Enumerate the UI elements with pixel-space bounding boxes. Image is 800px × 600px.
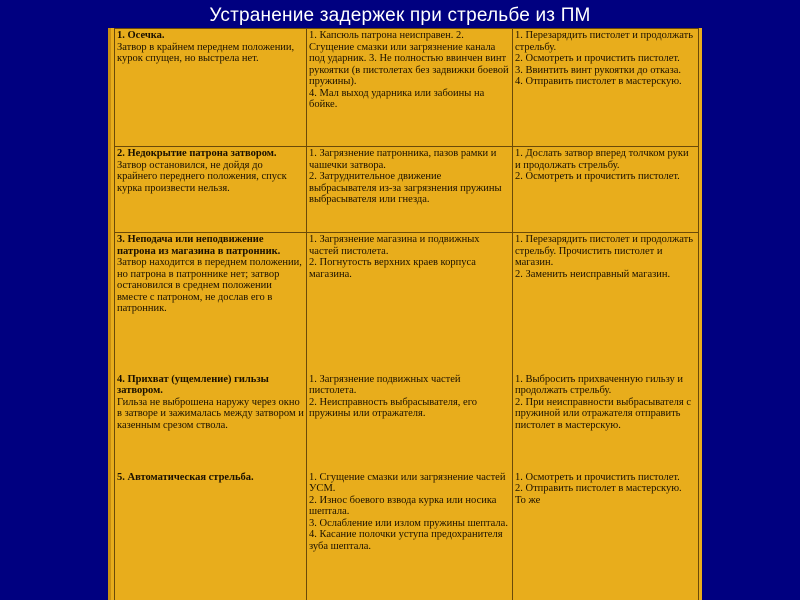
fault-description: Затвор в крайнем переднем положении, курок спущен, но выстрела нет. — [117, 41, 295, 64]
cause-item: 2. Износ боевого взвода курка или носика шептала. — [309, 494, 497, 517]
cause-item: 3. Ослабление или излом пружины шептала. — [309, 517, 508, 529]
cause-cell — [307, 147, 513, 233]
table-row — [115, 373, 699, 471]
cause-item: 4. Касание полочки уступа предохранителя зуба шептала. — [309, 529, 503, 552]
fault-description: Затвор остановился, не дойдя до крайнего переднего положения, спуск курка произвести нельзя. — [117, 159, 287, 194]
remedy-item: 4. Отправить пистолет в мастерскую. — [515, 76, 682, 87]
slide-title: Устранение задержек при стрельбе из ПМ — [209, 5, 591, 26]
cause-cell — [307, 29, 513, 147]
table-row — [115, 147, 699, 233]
fault-cell — [115, 147, 307, 233]
cause-item: 1. Сгущение смазки или загрязнение частей УСМ. — [309, 471, 506, 494]
table-row — [115, 233, 699, 373]
fault-table — [114, 28, 699, 600]
fault-name: 1. Осечка. — [117, 30, 165, 41]
table-row — [115, 471, 699, 600]
fault-cell — [115, 29, 307, 147]
remedy-cell — [513, 233, 699, 373]
remedy-cell — [513, 373, 699, 471]
remedy-item: 1. Дослать затвор вперед толчком руки и продолжать стрельбу. — [515, 148, 689, 171]
fault-description: Затвор находится в переднем положении, но патрона в патроннике нет; затвор остановился в среднем положении вместе с патроном, не дослав его в патронник. — [117, 257, 302, 314]
fault-cell — [115, 373, 307, 471]
cause-item: 4. Мал выход ударника или забоины на бойке. — [309, 87, 485, 110]
remedy-item: То же — [515, 494, 541, 506]
remedy-item: 1. Выбросить прихваченную гильзу и продолжать стрельбу. — [515, 373, 684, 396]
fault-cell — [115, 471, 307, 600]
sheet-edge — [108, 28, 111, 600]
remedy-item: 1. Перезарядить пистолет и продолжать стрельбу. — [515, 30, 693, 53]
remedy-item: 2. Осмотреть и прочистить пистолет. — [515, 53, 680, 64]
remedy-cell — [513, 29, 699, 147]
cause-item: 2. Погнутость верхних краев корпуса магазина. — [309, 257, 476, 280]
remedy-cell — [513, 147, 699, 233]
fault-cell — [115, 233, 307, 373]
cause-item: 1. Капсюль патрона неисправен. 2. Сгущение смазки или загрязнение канала под ударник. 3. Не полностью ввинчен винт рукоятки (в пистолетах без задвижки боевой пружины). — [309, 30, 509, 87]
cause-item: 1. Загрязнение магазина и подвижных частей пистолета. — [309, 234, 480, 257]
remedy-item: 2. Заменить неисправный магазин. — [515, 268, 671, 280]
remedy-item: 2. При неисправности выбрасывателя с пружиной или отражателя отправить пистолет в мастерскую. — [515, 396, 692, 431]
remedy-item: 3. Ввинтить винт рукоятки до отказа. — [515, 64, 682, 76]
cause-item: 1. Загрязнение патронника, пазов рамки и чашечки затвора. — [309, 148, 497, 171]
fault-name: 5. Автоматическая стрельба. — [117, 471, 254, 483]
fault-table-sheet — [108, 28, 702, 600]
cause-item: 1. Загрязнение подвижных частей пистолета. — [309, 373, 461, 396]
cause-cell — [307, 233, 513, 373]
fault-name: 4. Прихват (ущемление) гильзы затвором. — [117, 373, 269, 396]
cause-item: 2. Неисправность выбрасывателя, его пружины или отражателя. — [309, 396, 478, 419]
remedy-item: 1. Перезарядить пистолет и продолжать стрельбу. Прочистить пистолет и магазин. — [515, 234, 693, 268]
fault-description: Гильза не выброшена наружу через окно в затворе и зажималась между затвором и казенным срезом ствола. — [117, 396, 304, 431]
table-row — [115, 29, 699, 147]
fault-name: 3. Неподача или неподвижение патрона из магазина в патронник. — [117, 234, 281, 257]
remedy-item: 2. Осмотреть и прочистить пистолет. — [515, 171, 680, 182]
cause-cell — [307, 373, 513, 471]
remedy-cell — [513, 471, 699, 600]
cause-cell — [307, 471, 513, 600]
cause-item: 2. Затруднительное движение выбрасывателя из-за загрязнения пружины выбрасывателя или гнезда. — [309, 171, 502, 205]
fault-name: 2. Недокрытие патрона затвором. — [117, 148, 277, 159]
remedy-item: 2. Отправить пистолет в мастерскую. — [515, 483, 682, 494]
remedy-item: 1. Осмотреть и прочистить пистолет. — [515, 471, 680, 483]
